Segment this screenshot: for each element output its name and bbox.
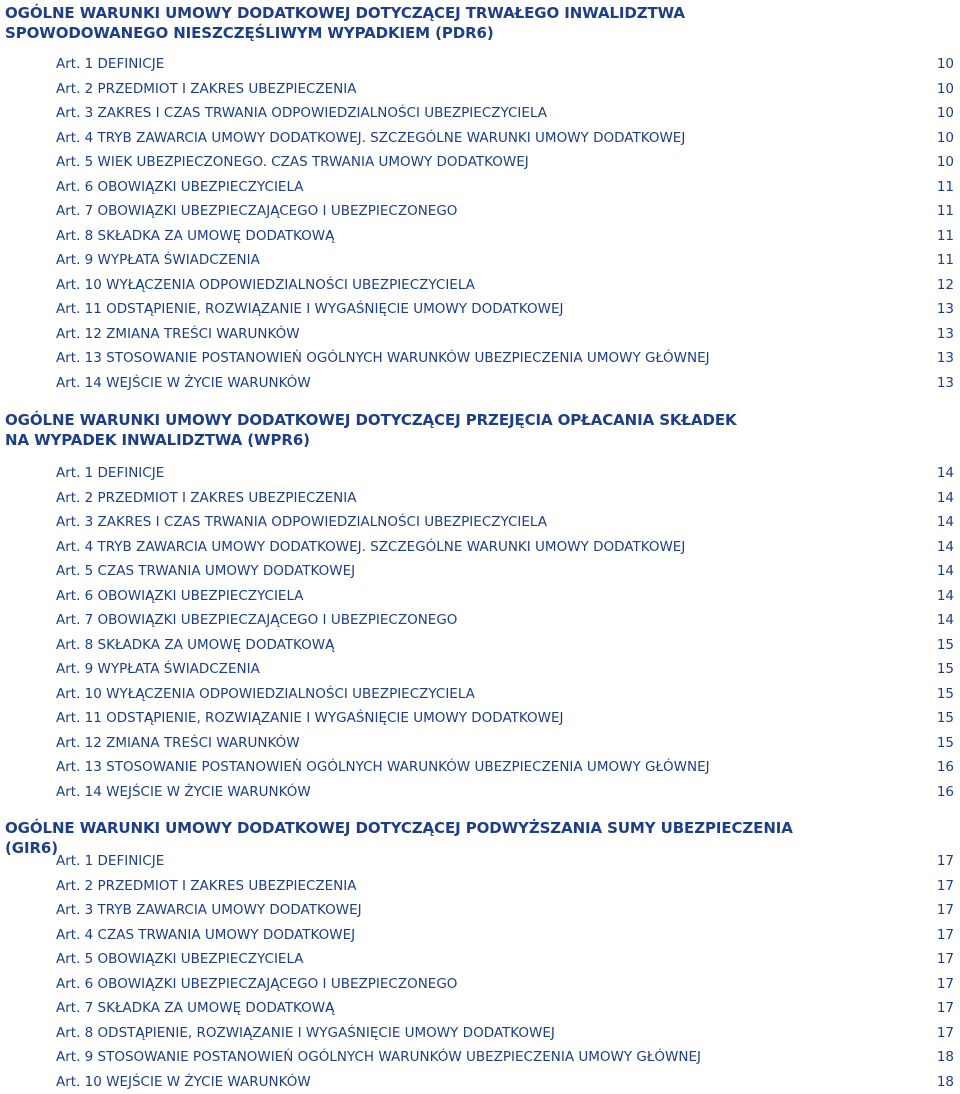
section-title-wpr6	[5, 410, 805, 450]
toc-entry-label: Art. 14 WEJŚCIE W ŻYCIE WARUNKÓW	[56, 371, 311, 396]
toc-entry[interactable]	[56, 608, 954, 633]
toc-entry[interactable]	[56, 535, 954, 560]
toc-entry-label: Art. 3 ZAKRES I CZAS TRWANIA ODPOWIEDZIALNOŚCI UBEZPIECZYCIELA	[56, 101, 547, 126]
toc-entry-label: Art. 13 STOSOWANIE POSTANOWIEŃ OGÓLNYCH WARUNKÓW UBEZPIECZENIA UMOWY GŁÓWNEJ	[56, 755, 710, 780]
toc-entry-label: Art. 9 WYPŁATA ŚWIADCZENIA	[56, 657, 260, 682]
toc-entry-page: 14	[937, 510, 954, 535]
toc-entry-page: 10	[937, 101, 954, 126]
toc-entry-page: 17	[937, 923, 954, 948]
section-title-line: OGÓLNE WARUNKI UMOWY DODATKOWEJ DOTYCZĄCEJ PRZEJĘCIA OPŁACANIA SKŁADEK	[5, 410, 805, 430]
toc-entry-page: 17	[937, 849, 954, 874]
toc-entry-label: Art. 1 DEFINICJE	[56, 52, 164, 77]
toc-entry-page: 17	[937, 996, 954, 1021]
toc-list-gir6	[56, 849, 954, 1094]
toc-entry-label: Art. 10 WYŁĄCZENIA ODPOWIEDZIALNOŚCI UBEZPIECZYCIELA	[56, 682, 475, 707]
section-title-line: OGÓLNE WARUNKI UMOWY DODATKOWEJ DOTYCZĄCEJ PODWYŻSZANIA SUMY UBEZPIECZENIA (GIR6)	[5, 818, 805, 858]
section-title-line: SPOWODOWANEGO NIESZCZĘŚLIWYM WYPADKIEM (PDR6)	[5, 23, 805, 43]
toc-entry-page: 14	[937, 535, 954, 560]
toc-entry-label: Art. 10 WYŁĄCZENIA ODPOWIEDZIALNOŚCI UBEZPIECZYCIELA	[56, 273, 475, 298]
toc-entry-label: Art. 4 TRYB ZAWARCIA UMOWY DODATKOWEJ. SZCZEGÓLNE WARUNKI UMOWY DODATKOWEJ	[56, 535, 685, 560]
toc-entry-label: Art. 6 OBOWIĄZKI UBEZPIECZAJĄCEGO I UBEZPIECZONEGO	[56, 972, 457, 997]
toc-entry[interactable]	[56, 297, 954, 322]
toc-entry-label: Art. 3 ZAKRES I CZAS TRWANIA ODPOWIEDZIALNOŚCI UBEZPIECZYCIELA	[56, 510, 547, 535]
toc-entry-label: Art. 12 ZMIANA TREŚCI WARUNKÓW	[56, 322, 300, 347]
toc-entry-page: 15	[937, 633, 954, 658]
toc-entry-label: Art. 5 OBOWIĄZKI UBEZPIECZYCIELA	[56, 947, 304, 972]
toc-entry-label: Art. 13 STOSOWANIE POSTANOWIEŃ OGÓLNYCH WARUNKÓW UBEZPIECZENIA UMOWY GŁÓWNEJ	[56, 346, 710, 371]
toc-entry-page: 12	[937, 273, 954, 298]
toc-entry[interactable]	[56, 322, 954, 347]
toc-entry[interactable]	[56, 199, 954, 224]
toc-entry-label: Art. 14 WEJŚCIE W ŻYCIE WARUNKÓW	[56, 780, 311, 805]
toc-entry[interactable]	[56, 371, 954, 396]
toc-entry[interactable]	[56, 52, 954, 77]
toc-entry-label: Art. 8 SKŁADKA ZA UMOWĘ DODATKOWĄ	[56, 224, 334, 249]
toc-entry[interactable]	[56, 101, 954, 126]
toc-list-pdr6	[56, 52, 954, 395]
toc-entry[interactable]	[56, 633, 954, 658]
toc-entry-label: Art. 1 DEFINICJE	[56, 461, 164, 486]
toc-entry-label: Art. 12 ZMIANA TREŚCI WARUNKÓW	[56, 731, 300, 756]
toc-entry-label: Art. 5 CZAS TRWANIA UMOWY DODATKOWEJ	[56, 559, 355, 584]
toc-entry[interactable]	[56, 77, 954, 102]
toc-entry-label: Art. 9 WYPŁATA ŚWIADCZENIA	[56, 248, 260, 273]
section-title-line: NA WYPADEK INWALIDZTWA (WPR6)	[5, 430, 805, 450]
toc-entry-label: Art. 11 ODSTĄPIENIE, ROZWIĄZANIE I WYGAŚNIĘCIE UMOWY DODATKOWEJ	[56, 706, 563, 731]
toc-entry[interactable]	[56, 273, 954, 298]
toc-entry[interactable]	[56, 706, 954, 731]
toc-entry-label: Art. 7 OBOWIĄZKI UBEZPIECZAJĄCEGO I UBEZPIECZONEGO	[56, 199, 457, 224]
toc-entry[interactable]	[56, 923, 954, 948]
toc-entry-page: 17	[937, 947, 954, 972]
toc-entry[interactable]	[56, 510, 954, 535]
toc-entry[interactable]	[56, 584, 954, 609]
toc-entry[interactable]	[56, 224, 954, 249]
toc-entry-label: Art. 4 TRYB ZAWARCIA UMOWY DODATKOWEJ. SZCZEGÓLNE WARUNKI UMOWY DODATKOWEJ	[56, 126, 685, 151]
toc-entry-page: 15	[937, 706, 954, 731]
toc-entry-label: Art. 2 PRZEDMIOT I ZAKRES UBEZPIECZENIA	[56, 874, 357, 899]
toc-entry-page: 13	[937, 297, 954, 322]
toc-entry[interactable]	[56, 755, 954, 780]
toc-entry-page: 11	[937, 199, 954, 224]
toc-entry[interactable]	[56, 248, 954, 273]
toc-entry[interactable]	[56, 947, 954, 972]
toc-entry[interactable]	[56, 126, 954, 151]
toc-entry-page: 15	[937, 682, 954, 707]
toc-entry-label: Art. 6 OBOWIĄZKI UBEZPIECZYCIELA	[56, 175, 304, 200]
toc-entry-page: 17	[937, 874, 954, 899]
toc-entry-label: Art. 4 CZAS TRWANIA UMOWY DODATKOWEJ	[56, 923, 355, 948]
toc-entry-label: Art. 11 ODSTĄPIENIE, ROZWIĄZANIE I WYGAŚNIĘCIE UMOWY DODATKOWEJ	[56, 297, 563, 322]
toc-entry-page: 10	[937, 150, 954, 175]
toc-entry-label: Art. 2 PRZEDMIOT I ZAKRES UBEZPIECZENIA	[56, 77, 357, 102]
toc-entry-page: 17	[937, 972, 954, 997]
toc-entry-page: 18	[937, 1045, 954, 1070]
toc-entry-page: 14	[937, 559, 954, 584]
toc-entry-page: 14	[937, 486, 954, 511]
toc-entry[interactable]	[56, 780, 954, 805]
toc-entry[interactable]	[56, 1070, 954, 1094]
toc-entry-label: Art. 2 PRZEDMIOT I ZAKRES UBEZPIECZENIA	[56, 486, 357, 511]
toc-entry[interactable]	[56, 996, 954, 1021]
toc-entry-page: 15	[937, 731, 954, 756]
toc-entry-label: Art. 6 OBOWIĄZKI UBEZPIECZYCIELA	[56, 584, 304, 609]
toc-entry[interactable]	[56, 175, 954, 200]
section-title-pdr6	[5, 3, 805, 43]
toc-entry-page: 16	[937, 780, 954, 805]
toc-entry-page: 18	[937, 1070, 954, 1094]
toc-entry[interactable]	[56, 849, 954, 874]
toc-entry-label: Art. 3 TRYB ZAWARCIA UMOWY DODATKOWEJ	[56, 898, 362, 923]
toc-entry-page: 13	[937, 346, 954, 371]
toc-entry[interactable]	[56, 731, 954, 756]
toc-entry[interactable]	[56, 682, 954, 707]
toc-entry[interactable]	[56, 559, 954, 584]
toc-entry-label: Art. 7 OBOWIĄZKI UBEZPIECZAJĄCEGO I UBEZPIECZONEGO	[56, 608, 457, 633]
toc-entry-page: 13	[937, 371, 954, 396]
toc-entry-label: Art. 8 SKŁADKA ZA UMOWĘ DODATKOWĄ	[56, 633, 334, 658]
toc-entry[interactable]	[56, 150, 954, 175]
toc-entry[interactable]	[56, 1045, 954, 1070]
toc-entry-page: 14	[937, 608, 954, 633]
toc-entry-page: 14	[937, 461, 954, 486]
toc-entry[interactable]	[56, 486, 954, 511]
toc-entry-label: Art. 9 STOSOWANIE POSTANOWIEŃ OGÓLNYCH WARUNKÓW UBEZPIECZENIA UMOWY GŁÓWNEJ	[56, 1045, 701, 1070]
toc-entry-page: 10	[937, 52, 954, 77]
toc-entry-page: 11	[937, 175, 954, 200]
toc-entry[interactable]	[56, 898, 954, 923]
toc-entry-page: 10	[937, 77, 954, 102]
toc-entry[interactable]	[56, 874, 954, 899]
toc-entry-label: Art. 1 DEFINICJE	[56, 849, 164, 874]
toc-entry-page: 17	[937, 1021, 954, 1046]
toc-entry-page: 11	[937, 224, 954, 249]
toc-entry-label: Art. 7 SKŁADKA ZA UMOWĘ DODATKOWĄ	[56, 996, 334, 1021]
toc-entry-page: 15	[937, 657, 954, 682]
section-title-line: OGÓLNE WARUNKI UMOWY DODATKOWEJ DOTYCZĄCEJ TRWAŁEGO INWALIDZTWA	[5, 3, 805, 23]
toc-list-wpr6	[56, 461, 954, 804]
toc-entry-label: Art. 8 ODSTĄPIENIE, ROZWIĄZANIE I WYGAŚNIĘCIE UMOWY DODATKOWEJ	[56, 1021, 555, 1046]
toc-entry-label: Art. 10 WEJŚCIE W ŻYCIE WARUNKÓW	[56, 1070, 311, 1094]
toc-entry-page: 13	[937, 322, 954, 347]
toc-entry-page: 17	[937, 898, 954, 923]
toc-entry-page: 10	[937, 126, 954, 151]
toc-entry-page: 11	[937, 248, 954, 273]
toc-entry[interactable]	[56, 346, 954, 371]
toc-entry-page: 16	[937, 755, 954, 780]
toc-entry-label: Art. 5 WIEK UBEZPIECZONEGO. CZAS TRWANIA UMOWY DODATKOWEJ	[56, 150, 529, 175]
toc-entry[interactable]	[56, 657, 954, 682]
toc-entry-page: 14	[937, 584, 954, 609]
toc-entry[interactable]	[56, 461, 954, 486]
toc-entry[interactable]	[56, 972, 954, 997]
toc-entry[interactable]	[56, 1021, 954, 1046]
